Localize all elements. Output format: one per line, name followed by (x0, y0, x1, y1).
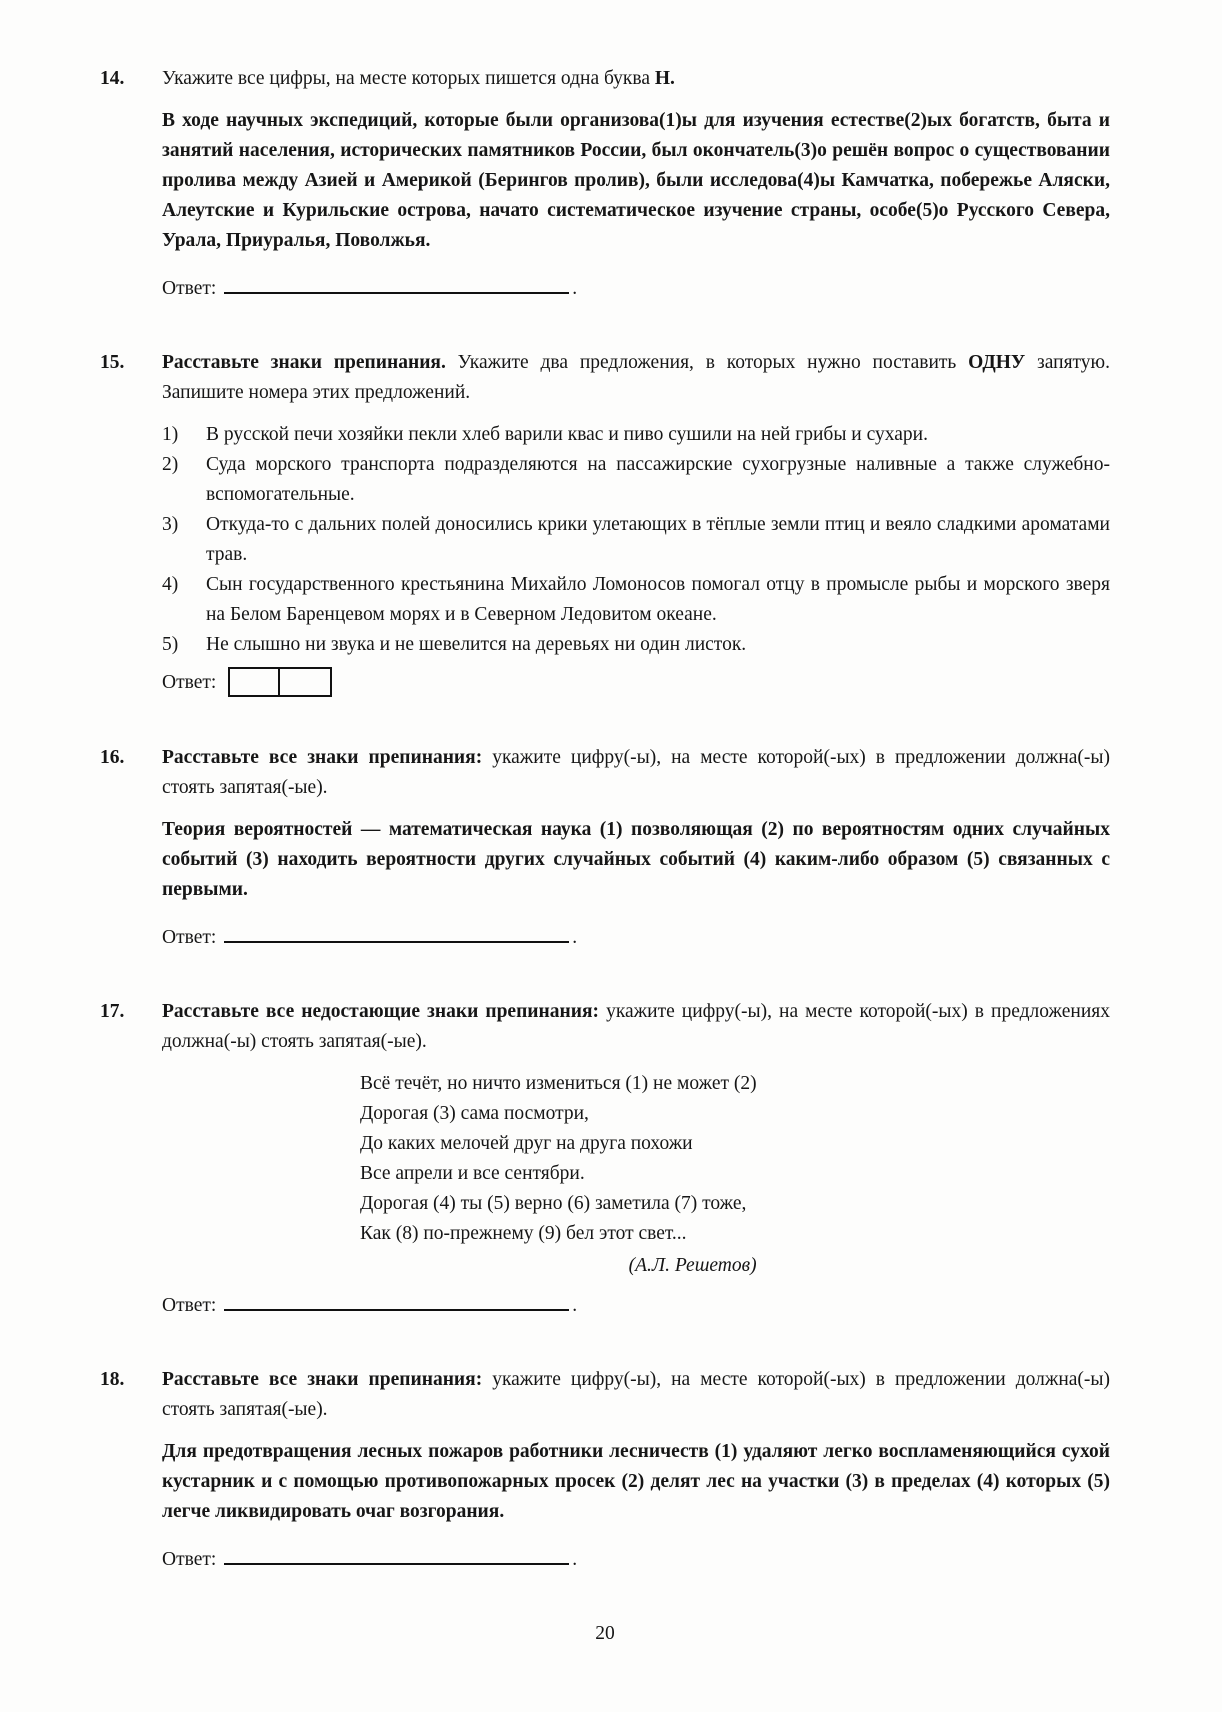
list-item (162, 510, 1110, 570)
item-text: Откуда-то с дальних полей доносились крики улетающих в тёплые земли птиц и веяло сладкими ароматами трав. (206, 514, 1110, 565)
question-prompt (162, 1365, 1110, 1425)
question-number: 14. (100, 68, 125, 89)
answer-period: . (572, 926, 578, 948)
prompt-bold: Расставьте знаки препинания. (162, 352, 446, 373)
answer-label: Ответ: (162, 278, 217, 299)
prompt-text: Укажите все цифры, на месте которых пишется одна буква (162, 68, 655, 89)
item-number: 2) (162, 454, 179, 475)
list-item (162, 450, 1110, 510)
question-14 (100, 64, 1110, 304)
question-passage: Теория вероятностей — математическая наука (1) позволяющая (2) по вероятностям одних случайных событий (3) находить вероятности других случайных событий (4) каким-либо образом (5) связанных с первыми. (162, 818, 1110, 900)
question-passage: В ходе научных экспедиций, которые были организова(1)ы для изучения естестве(2)ых богатств, быта и занятий населения, исторических памятников России, был окончатель(3)о решён вопрос о существовании пролива между Азией и Америкой (Берингов пролив), были исследова(4)ы Камчатка, побережье Аляски, Алеутские и Курильские острова, начато систематическое изучение страны, особе(5)о Русского Севера, Урала, Приуралья, Поволжья. (162, 110, 1110, 251)
item-text: В русской печи хозяйки пекли хлеб варили квас и пиво сушили на ней грибы и сухари. (206, 424, 928, 445)
answer-period: . (572, 1548, 578, 1570)
question-prompt (162, 743, 1110, 803)
item-text: Не слышно ни звука и не шевелится на деревьях ни один листок. (206, 634, 747, 655)
answer-blank (224, 1543, 569, 1565)
poem-line: Всё течёт, но ничто измениться (1) не может (2) (360, 1072, 757, 1094)
answer-period: . (572, 1294, 578, 1316)
question-18 (100, 1365, 1110, 1575)
answer-label: Ответ: (162, 926, 217, 948)
answer-row (162, 1289, 1110, 1321)
question-number: 16. (100, 746, 125, 768)
item-number: 4) (162, 574, 179, 595)
poem-line: Дорогая (3) сама посмотри, (360, 1102, 589, 1124)
item-number: 3) (162, 514, 179, 535)
answer-row (162, 272, 1110, 304)
prompt-bold-emphasis: ОДНУ (968, 352, 1026, 373)
question-prompt (162, 64, 1110, 94)
page-number: 20 (595, 1622, 615, 1644)
answer-cell (280, 667, 332, 697)
question-17 (100, 997, 1110, 1321)
poem (360, 1069, 757, 1281)
question-number: 17. (100, 1000, 125, 1022)
question-passage: Для предотвращения лесных пожаров работники лесничеств (1) удаляют легко воспламеняющийся сухой кустарник и с помощью противопожарных просек (2) делят лес на участки (3) в пределах (4) которых (5) легче ликвидировать очаг возгорания. (162, 1440, 1110, 1522)
prompt-bold: Расставьте все недостающие знаки препинания: (162, 1000, 600, 1022)
answer-label: Ответ: (162, 672, 217, 693)
sentence-list (162, 420, 1110, 660)
poem-line: Дорогая (4) ты (5) верно (6) заметила (7) тоже, (360, 1192, 747, 1214)
item-number: 5) (162, 634, 179, 655)
answer-row (162, 668, 1110, 699)
poem-attribution: (А.Л. Решетов) (628, 1254, 757, 1276)
item-text: Сын государственного крестьянина Михайло Ломоносов помогал отцу в промысле рыбы и морского зверя на Белом Баренцевом морях и в Северном Ледовитом океане. (206, 574, 1110, 625)
prompt-text: запятую. Запишите номера этих предложений. (162, 352, 1111, 403)
prompt-text: укажите цифру(-ы), на месте которой(-ых) в предложении должна(-ы) стоять запятая(-ые). (162, 746, 1111, 798)
answer-grid (228, 667, 332, 697)
prompt-text: укажите цифру(-ы), на месте которой(-ых) в предложении должна(-ы) стоять запятая(-ые). (162, 1368, 1111, 1420)
answer-blank (224, 272, 569, 294)
answer-row (162, 921, 1110, 953)
prompt-text: укажите цифру(-ы), на месте которой(-ых) в предложениях должна(-ы) стоять запятая(-ые). (162, 1000, 1110, 1052)
prompt-bold: Расставьте все знаки препинания: (162, 746, 483, 768)
question-number: 18. (100, 1368, 125, 1390)
poem-line: Все апрели и все сентябри. (360, 1162, 585, 1184)
answer-cell (228, 667, 280, 697)
question-number: 15. (100, 352, 125, 373)
item-number: 1) (162, 424, 179, 445)
answer-period: . (572, 278, 578, 299)
answer-blank (224, 1289, 569, 1311)
list-item (162, 570, 1110, 630)
question-prompt (162, 997, 1110, 1057)
question-15 (100, 348, 1110, 699)
prompt-bold: Н. (654, 68, 675, 89)
prompt-bold: Расставьте все знаки препинания: (162, 1368, 483, 1390)
list-item (162, 630, 1110, 660)
list-item (162, 420, 1110, 450)
answer-label: Ответ: (162, 1548, 217, 1570)
poem-line: До каких мелочей друг на друга похожи (360, 1132, 693, 1154)
item-text: Суда морского транспорта подразделяются на пассажирские сухогрузные наливные а также служебно-вспомогательные. (206, 454, 1110, 505)
answer-blank (224, 921, 569, 943)
question-16 (100, 743, 1110, 953)
answer-row (162, 1543, 1110, 1575)
poem-line: Как (8) по-прежнему (9) бел этот свет... (360, 1222, 687, 1244)
answer-label: Ответ: (162, 1294, 217, 1316)
question-prompt (162, 348, 1110, 408)
prompt-text: Укажите два предложения, в которых нужно поставить (445, 352, 969, 373)
